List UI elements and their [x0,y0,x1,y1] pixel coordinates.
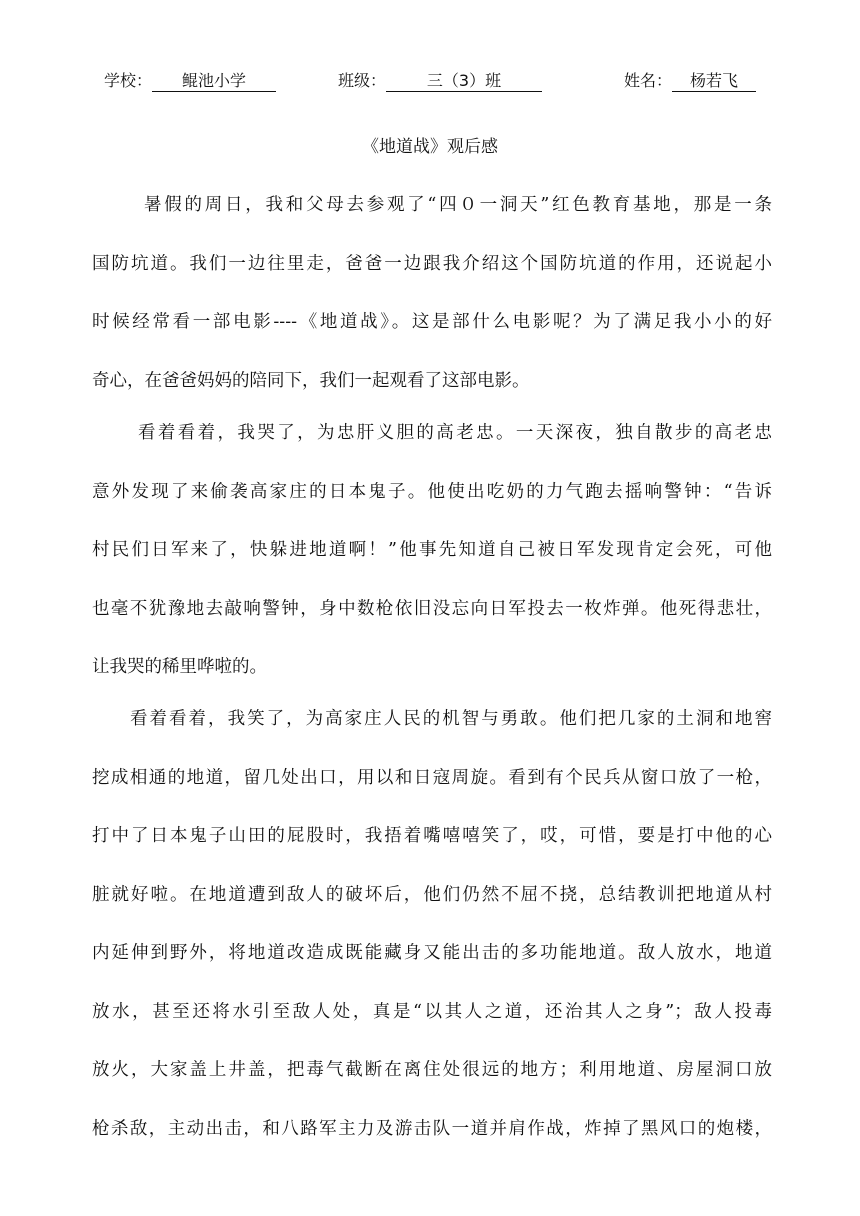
paragraph-3 [92,690,772,1158]
essay-title: 《地道战》观后感 [362,137,498,157]
text-line: 脏就好啦。在地道遭到敌人的破坏后，他们仍然不屈不挠，总结教训把地道从村 [92,884,772,905]
text-line: 看着看着，我笑了，为高家庄人民的机智与勇敢。他们把几家的土洞和地窖 [130,709,772,729]
name-value: 杨若飞 [672,71,756,92]
text-line: 村民们日军来了，快躲进地道啊！”他事先知道自己被日军发现肯定会死，可他 [92,540,772,560]
name-field [624,68,756,92]
text-line: 打中了日本鬼子山田的屁股时，我捂着嘴嘻嘻笑了，哎，可惜，要是打中他的心 [92,826,772,846]
text-line: 放火，大家盖上井盖，把毒气截断在离住处很远的地方；利用地道、房屋洞口放 [92,1060,772,1080]
text-line: 内延伸到野外，将地道改造成既能藏身又能出击的多功能地道。敌人放水，地道 [92,943,772,963]
text-line: 枪杀敌，主动出击，和八路军主力及游击队一道并肩作战，炸掉了黑风口的炮楼， [92,1118,772,1139]
class-field [338,68,542,92]
class-value: 三（3）班 [386,71,542,92]
text-line: 国防坑道。我们一边往里走，爸爸一边跟我介绍这个国防坑道的作用，还说起小 [92,253,772,274]
text-line: 时候经常看一部电影----《地道战》。这是部什么电影呢？为了满足我小小的好 [92,312,772,332]
school-label: 学校： [104,71,153,90]
text-line: 看着看着，我哭了，为忠肝义胆的高老忠。一天深夜，独自散步的高老忠 [138,423,772,443]
text-line: 让我哭的稀里哗啦的。 [92,657,267,677]
school-field [104,68,276,92]
school-value: 鲲池小学 [152,71,276,92]
text-line: 放水，甚至还将水引至敌人处，真是“以其人之道，还治其人之身”；敌人投毒 [92,1001,772,1022]
text-line: 意外发现了来偷袭高家庄的日本鬼子。他使出吃奶的力气跑去摇响警钟：“告诉 [92,481,772,502]
name-label: 姓名： [624,71,673,90]
class-label: 班级： [338,71,387,90]
text-line: 暑假的周日，我和父母去参观了“四０一洞天”红色教育基地，那是一条 [144,195,772,215]
text-line: 奇心，在爸爸妈妈的陪同下，我们一起观看了这部电影。 [92,370,530,391]
paragraph-2 [92,404,772,697]
text-line: 挖成相通的地道，留几处出口，用以和日寇周旋。看到有个民兵从窗口放了一枪， [92,767,772,788]
student-info-header [0,68,860,94]
paragraph-1 [92,176,772,410]
text-line: 也毫不犹豫地去敲响警钟，身中数枪依旧没忘向日军投去一枚炸弹。他死得悲壮， [92,598,772,619]
